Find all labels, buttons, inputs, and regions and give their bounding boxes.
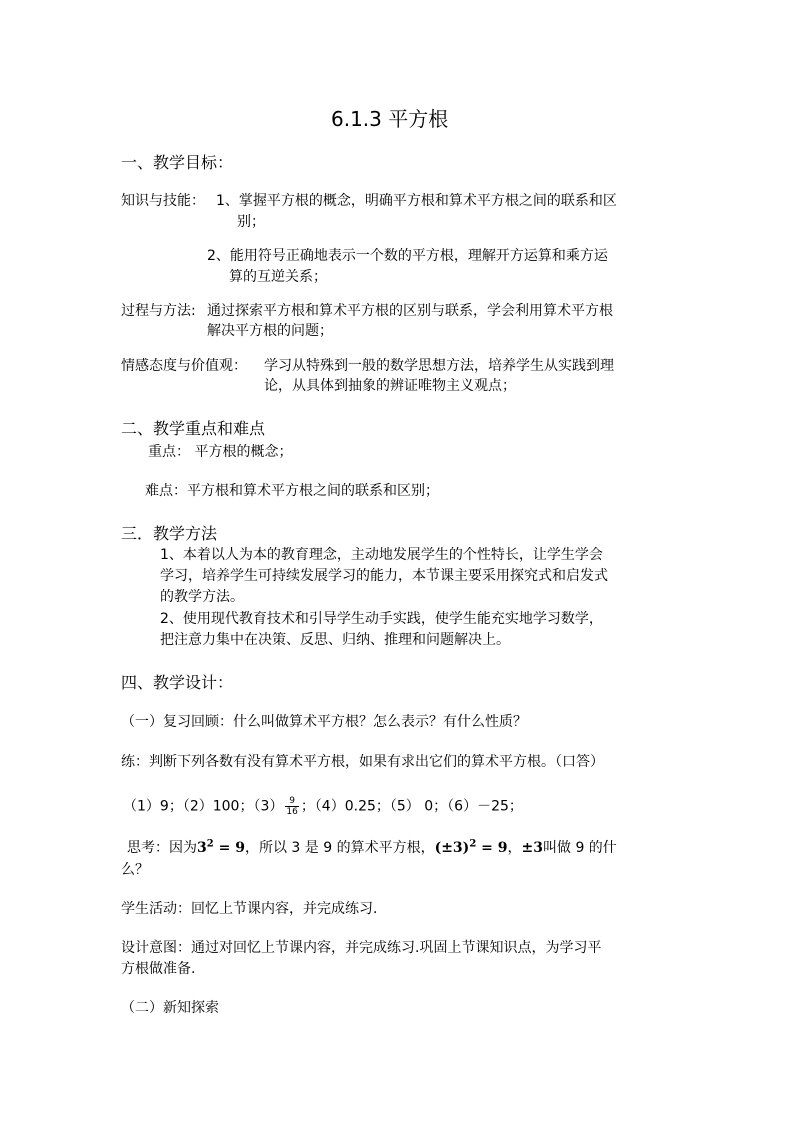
think-question-cont: 么？ xyxy=(121,862,149,878)
new-knowledge-heading: （二）新知探索 xyxy=(121,1000,219,1016)
section-heading-1: 一、教学目标： xyxy=(121,153,234,172)
process-text-cont: 解决平方根的问题； xyxy=(207,323,333,339)
review-question: （一）复习回顾：什么叫做算术平方根？怎么表示？有什么性质？ xyxy=(121,714,527,730)
knowledge-item-2: 2、能用符号正确地表示一个数的平方根，理解开方运算和乘方运 xyxy=(207,248,608,264)
think-text-4: 叫做 9 的什 xyxy=(543,840,617,856)
fraction-denominator: 16 xyxy=(286,807,298,817)
emotion-text-cont: 论，从具体到抽象的辨证唯物主义观点； xyxy=(264,378,516,394)
method-1-line-3: 的教学方法。 xyxy=(160,589,244,605)
math-expression-2 xyxy=(435,840,508,856)
math-1-base: 3 xyxy=(197,840,207,856)
math-2-exponent: 2 xyxy=(469,838,477,850)
fraction-numerator: 9 xyxy=(285,796,298,807)
method-1-line-1: 1、本着以人为本的教育理念，主动地发展学生的个性特长，让学生学会 xyxy=(160,547,603,563)
key-point: 重点： 平方根的概念； xyxy=(148,444,293,460)
math-2-base: (±3) xyxy=(434,840,470,856)
knowledge-item-2-cont: 算的互逆关系； xyxy=(229,269,327,285)
practice-items-part-1: （1）9；（2）100；（3） xyxy=(123,798,284,815)
section-heading-3: 三．教学方法 xyxy=(121,524,218,543)
method-1-line-2: 学习，培养学生可持续发展学习的能力，本节课主要采用探究式和启发式 xyxy=(160,568,608,584)
think-text-1: 思考：因为 xyxy=(127,840,197,856)
math-1-exponent: 2 xyxy=(206,838,214,850)
knowledge-label: 知识与技能： xyxy=(121,193,205,209)
student-activity: 学生活动：回忆上节课内容，并完成练习. xyxy=(121,901,378,917)
method-2-line-2: 把注意力集中在决策、反思、归纳、推理和问题解决上。 xyxy=(160,632,510,648)
knowledge-item-1: 1、掌握平方根的概念，明确平方根和算术平方根之间的联系和区 xyxy=(216,193,617,209)
math-2-rest: = 9 xyxy=(476,840,508,856)
design-intent: 设计意图：通过对回忆上节课内容，并完成练习.巩固上节课知识点，为学习平 xyxy=(121,940,602,956)
process-text: 通过探索平方根和算术平方根的区别与联系，学会利用算术平方根 xyxy=(207,303,613,319)
math-expression-1 xyxy=(197,840,245,856)
knowledge-item-1-cont: 别； xyxy=(237,214,265,230)
practice-instruction: 练：判断下列各数有没有算术平方根，如果有求出它们的算术平方根。（口答） xyxy=(121,754,604,770)
practice-items-part-2: ；（4）0.25；（5） 0；（6）－25； xyxy=(300,798,523,815)
design-intent-cont: 方根做准备. xyxy=(121,961,196,977)
fraction xyxy=(285,796,298,817)
page-title: 6.1.3 平方根 xyxy=(331,107,449,131)
method-2-line-1: 2、使用现代教育技术和引导学生动手实践，使学生能充实地学习数学， xyxy=(160,611,603,627)
emotion-text: 学习从特殊到一般的数学思想方法，培养学生从实践到理 xyxy=(264,358,614,374)
think-text-2: ，所以 3 是 9 的算术平方根， xyxy=(244,840,435,856)
math-1-rest: = 9 xyxy=(213,840,245,856)
difficulty-point: 难点：平方根和算术平方根之间的联系和区别； xyxy=(145,483,439,499)
emotion-label: 情感态度与价值观： xyxy=(121,358,247,374)
math-expression-3: ±3 xyxy=(521,840,543,856)
process-label: 过程与方法: xyxy=(121,303,196,319)
think-question xyxy=(127,838,617,858)
think-text-3: ， xyxy=(507,840,522,856)
practice-items xyxy=(123,796,523,817)
section-heading-2: 二、教学重点和难点 xyxy=(121,419,266,438)
section-heading-4: 四、教学设计： xyxy=(121,673,234,692)
